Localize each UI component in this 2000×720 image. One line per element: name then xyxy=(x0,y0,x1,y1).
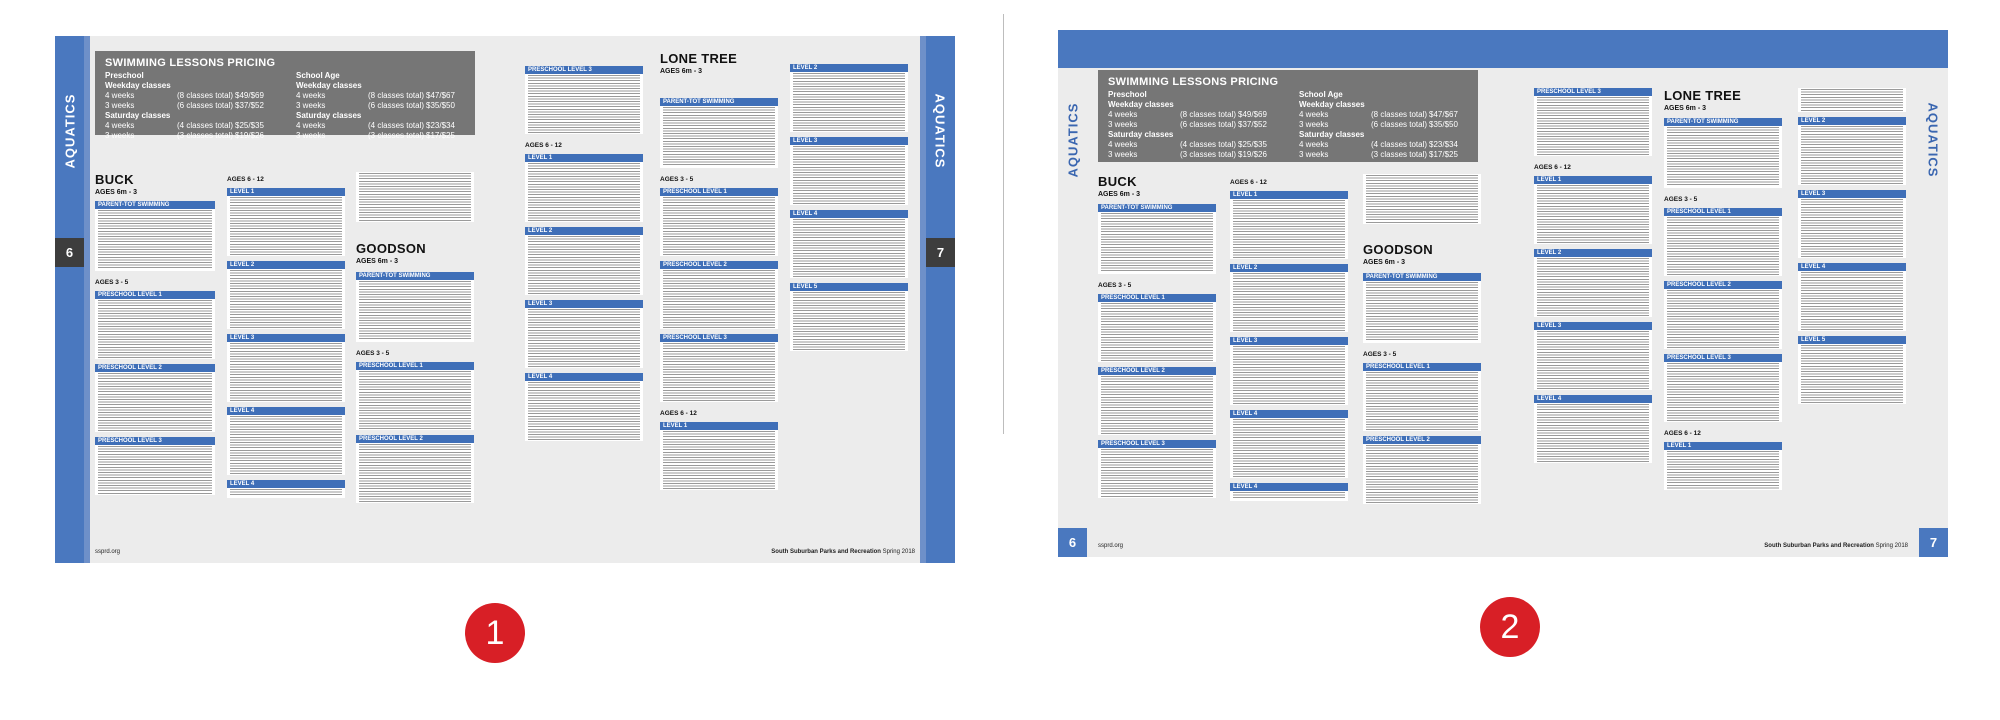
aquatics-label-right: AQUATICS xyxy=(932,93,948,169)
aquatics-label-left: AQUATICS xyxy=(1065,102,1081,178)
schedule-section: LEVEL 4 xyxy=(227,480,345,498)
schedule-column-f: LEVEL 2 LEVEL 3 LEVEL 4 LEVEL 5 xyxy=(1798,88,1906,404)
schedule-section: PRESCHOOL LEVEL 3 xyxy=(660,334,778,402)
school-age-pricing: School Age Weekday classes 4 weeks (8 classes total) $47/$67 3 weeks (6 classes total) $35/$50 Saturday classes 4 weeks (4 classes total) $23/$34 3 weeks (3 classes total) $17/$25 xyxy=(296,71,455,140)
location-buck: BUCK AGES 6m - 3 xyxy=(95,172,138,196)
schedule-section: LEVEL 1 xyxy=(525,154,643,222)
schedule-section: PRESCHOOL LEVEL 2 xyxy=(95,364,215,432)
location-lone-tree: LONE TREE AGES 6m - 3 xyxy=(1664,88,1742,112)
schedule-column-c xyxy=(1363,174,1481,224)
schedule-column-a: PARENT-TOT SWIMMING AGES 3 - 5 PRESCHOOL LEVEL 1 PRESCHOOL LEVEL 2 PRESCHOOL LEVEL 3 xyxy=(1098,204,1216,498)
schedule-column-c xyxy=(356,172,474,222)
schedule-section: LEVEL 2 xyxy=(790,64,908,132)
schedule-column-f xyxy=(790,64,908,351)
schedule-section: LEVEL 4 xyxy=(790,210,908,278)
brochure-spread-2 xyxy=(1058,30,1948,557)
schedule-column-d: PRESCHOOL LEVEL 3 AGES 6 - 12 LEVEL 1 LEVEL 2 LEVEL 3 LEVEL 4 xyxy=(1534,88,1652,463)
location-lone-tree: LONE TREE AGES 6m - 3 xyxy=(660,51,738,75)
aquatics-label-right: AQUATICS xyxy=(1925,102,1941,178)
schedule-section: LEVEL 3 xyxy=(227,334,345,402)
schedule-section: LEVEL 4 xyxy=(525,373,643,441)
location-goodson: GOODSON AGES 6m - 3 xyxy=(1363,242,1433,266)
schedule-column-e: PARENT-TOT SWIMMING AGES 3 - 5 PRESCHOOL LEVEL 1 PRESCHOOL LEVEL 2 PRESCHOOL LEVEL 3 AGES 6 - 12 LEVEL 1 xyxy=(660,98,778,490)
pricing-title: SWIMMING LESSONS PRICING xyxy=(105,57,276,69)
schedule-section: LEVEL 2 xyxy=(525,227,643,295)
schedule-section: PRESCHOOL LEVEL 3 xyxy=(525,66,643,134)
schedule-section: LEVEL 4 xyxy=(227,407,345,475)
schedule-column-e: PARENT-TOT SWIMMING AGES 3 - 5 PRESCHOOL LEVEL 1 PRESCHOOL LEVEL 2 PRESCHOOL LEVEL 3 AGES 6 - 12 LEVEL 1 xyxy=(1664,118,1782,490)
page-number-right: 7 xyxy=(926,238,955,267)
footer-website: ssprd.org xyxy=(95,549,121,555)
location-goodson: GOODSON AGES 6m - 3 xyxy=(356,241,426,265)
footer-website: ssprd.org xyxy=(1098,543,1124,549)
schedule-section: PRESCHOOL LEVEL 2 xyxy=(660,261,778,329)
schedule-section: PARENT-TOT SWIMMING xyxy=(356,272,474,342)
schedule-section: LEVEL 1 xyxy=(227,188,345,256)
footer-org-season: South Suburban Parks and Recreation Spring 2018 xyxy=(771,549,915,555)
schedule-column-c2: PARENT-TOT SWIMMING AGES 3 - 5 PRESCHOOL LEVEL 1 PRESCHOOL LEVEL 2 xyxy=(356,272,474,503)
aquatics-label-left: AQUATICS xyxy=(62,93,78,169)
pricing-box: SWIMMING LESSONS PRICING Preschool Weekday classes 4 weeks (8 classes total) $49/$69 3 weeks (6 classes total) $37/$52 Saturday classes 4 weeks (4 classes total) $25/$35 3 weeks (3 classes total) $19/$26 School Age Weekday classes 4 weeks (8 classes total) $47/$67 3 weeks (6 classes total) $35/$50 Saturday classes 4 weeks (4 classes total) $23/$34 3 weeks (3 classes total) $17/$25 xyxy=(1098,70,1478,162)
page-number-left: 6 xyxy=(55,238,84,267)
schedule-column-b: AGES 6 - 12 LEVEL 1 LEVEL 2 LEVEL 3 LEVEL 4 LEVEL 4 xyxy=(1230,176,1348,501)
schedule-section: PRESCHOOL LEVEL 1 xyxy=(95,291,215,359)
top-blue-bar xyxy=(1058,30,1948,68)
schedule-column-b: AGES 6 - 12 LEVEL 1 LEVEL 2 LEVEL 3 LEVEL 4 LEVEL 4 xyxy=(227,173,345,498)
schedule-section: LEVEL 3 xyxy=(790,137,908,205)
page-number-right: 7 xyxy=(1919,528,1948,557)
schedule-column-c2: PARENT-TOT SWIMMING AGES 3 - 5 PRESCHOOL LEVEL 1 PRESCHOOL LEVEL 2 xyxy=(1363,273,1481,504)
schedule-column-d: PRESCHOOL LEVEL 3 AGES 6 - 12 LEVEL 1 LEVEL 2 LEVEL 3 LEVEL 4 xyxy=(525,66,643,441)
schedule-section: LEVEL 2 xyxy=(227,261,345,329)
footer-org-season: South Suburban Parks and Recreation Spring 2018 xyxy=(1764,543,1908,549)
schedule-section: PARENT-TOT SWIMMING xyxy=(660,98,778,168)
pricing-box xyxy=(95,51,475,140)
schedule-section: PRESCHOOL LEVEL 2 xyxy=(356,435,474,503)
spread-divider xyxy=(1003,14,1004,434)
preschool-pricing: Preschool Weekday classes 4 weeks (8 classes total) $49/$69 3 weeks (6 classes total) $37/$52 Saturday classes 4 weeks (4 classes total) $25/$35 3 weeks (3 classes total) $19/$26 xyxy=(105,71,264,140)
schedule-section: PRESCHOOL LEVEL 3 xyxy=(95,437,215,495)
schedule-section: LEVEL 3 xyxy=(525,300,643,368)
schedule-section: LEVEL 5 xyxy=(790,283,908,351)
location-buck: BUCK AGES 6m - 3 xyxy=(1098,174,1141,198)
option-badge-1: 1 xyxy=(465,603,525,663)
schedule-section: PARENT-TOT SWIMMING xyxy=(95,201,215,271)
schedule-column-a: PARENT-TOT SWIMMING AGES 3 - 5 PRESCHOOL LEVEL 1 PRESCHOOL LEVEL 2 PRESCHOOL LEVEL 3 xyxy=(95,201,215,495)
schedule-section xyxy=(356,172,474,222)
schedule-section: LEVEL 1 xyxy=(660,422,778,490)
option-badge-2: 2 xyxy=(1480,597,1540,657)
schedule-section: PRESCHOOL LEVEL 1 xyxy=(660,188,778,256)
schedule-section: PRESCHOOL LEVEL 1 xyxy=(356,362,474,430)
page-number-left: 6 xyxy=(1058,528,1087,557)
brochure-spread-1 xyxy=(55,36,955,563)
